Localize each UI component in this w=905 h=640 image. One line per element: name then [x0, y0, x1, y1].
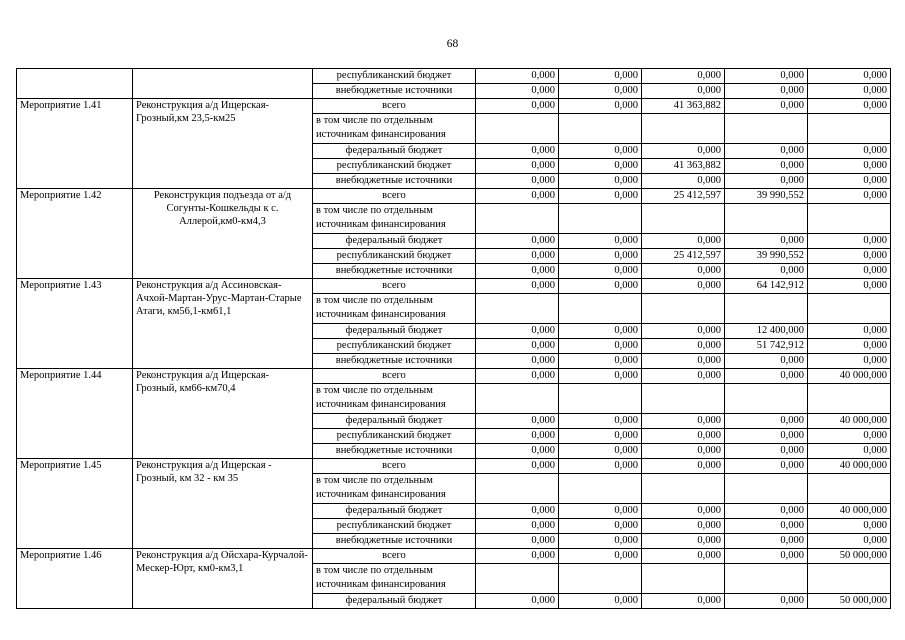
amount-cell — [725, 114, 808, 144]
funding-source-cell: внебюджетные источники — [313, 174, 476, 189]
budget-table — [16, 68, 891, 609]
funding-source-cell: в том числе по отдельным источникам финансирования — [313, 474, 476, 504]
amount-cell: 39 990,552 — [725, 189, 808, 204]
amount-cell: 0,000 — [559, 444, 642, 459]
amount-cell: 0,000 — [808, 174, 891, 189]
amount-cell: 0,000 — [642, 459, 725, 474]
amount-cell: 0,000 — [725, 534, 808, 549]
funding-source-cell: внебюджетные источники — [313, 354, 476, 369]
funding-source-cell: в том числе по отдельным источникам финансирования — [313, 114, 476, 144]
funding-source-cell: республиканский бюджет — [313, 69, 476, 84]
amount-cell: 0,000 — [808, 534, 891, 549]
amount-cell — [476, 384, 559, 414]
amount-cell: 0,000 — [559, 249, 642, 264]
amount-cell: 0,000 — [642, 279, 725, 294]
amount-cell: 0,000 — [476, 174, 559, 189]
amount-cell: 0,000 — [559, 429, 642, 444]
funding-source-cell: всего — [313, 189, 476, 204]
funding-source-cell: внебюджетные источники — [313, 534, 476, 549]
amount-cell: 0,000 — [476, 234, 559, 249]
amount-cell — [476, 564, 559, 594]
amount-cell — [725, 384, 808, 414]
amount-cell: 0,000 — [559, 84, 642, 99]
amount-cell: 0,000 — [642, 84, 725, 99]
amount-cell — [642, 114, 725, 144]
amount-cell: 0,000 — [642, 414, 725, 429]
amount-cell: 0,000 — [642, 354, 725, 369]
amount-cell: 0,000 — [559, 174, 642, 189]
event-cell: Мероприятие 1.43 — [17, 279, 133, 369]
funding-source-cell: республиканский бюджет — [313, 339, 476, 354]
budget-table-body — [17, 69, 891, 609]
amount-cell: 0,000 — [559, 414, 642, 429]
amount-cell — [808, 114, 891, 144]
amount-cell: 0,000 — [559, 369, 642, 384]
amount-cell: 0,000 — [642, 594, 725, 609]
amount-cell: 0,000 — [476, 504, 559, 519]
amount-cell: 0,000 — [642, 264, 725, 279]
amount-cell: 0,000 — [642, 174, 725, 189]
amount-cell: 0,000 — [808, 234, 891, 249]
amount-cell: 12 400,000 — [725, 324, 808, 339]
page-number: 68 — [446, 38, 459, 50]
amount-cell: 0,000 — [725, 519, 808, 534]
amount-cell: 0,000 — [642, 504, 725, 519]
amount-cell: 0,000 — [808, 324, 891, 339]
amount-cell: 0,000 — [725, 549, 808, 564]
amount-cell: 0,000 — [476, 249, 559, 264]
amount-cell: 0,000 — [476, 339, 559, 354]
amount-cell: 0,000 — [725, 504, 808, 519]
amount-cell — [642, 564, 725, 594]
amount-cell: 0,000 — [725, 414, 808, 429]
amount-cell: 0,000 — [476, 354, 559, 369]
amount-cell: 0,000 — [476, 369, 559, 384]
amount-cell — [725, 294, 808, 324]
amount-cell: 0,000 — [642, 429, 725, 444]
amount-cell: 0,000 — [559, 144, 642, 159]
amount-cell — [808, 204, 891, 234]
amount-cell: 0,000 — [559, 549, 642, 564]
amount-cell: 50 000,000 — [808, 549, 891, 564]
funding-source-cell: в том числе по отдельным источникам финансирования — [313, 204, 476, 234]
amount-cell — [559, 474, 642, 504]
amount-cell — [559, 384, 642, 414]
funding-source-cell: республиканский бюджет — [313, 249, 476, 264]
amount-cell: 0,000 — [559, 324, 642, 339]
amount-cell: 0,000 — [808, 99, 891, 114]
amount-cell: 0,000 — [725, 84, 808, 99]
funding-source-cell: республиканский бюджет — [313, 519, 476, 534]
amount-cell: 25 412,597 — [642, 189, 725, 204]
funding-source-cell: в том числе по отдельным источникам финансирования — [313, 294, 476, 324]
amount-cell: 0,000 — [476, 534, 559, 549]
amount-cell: 0,000 — [476, 519, 559, 534]
amount-cell: 0,000 — [808, 144, 891, 159]
funding-source-cell: всего — [313, 99, 476, 114]
amount-cell: 51 742,912 — [725, 339, 808, 354]
amount-cell — [642, 204, 725, 234]
table-row — [17, 369, 891, 384]
amount-cell — [476, 474, 559, 504]
table-row — [17, 459, 891, 474]
amount-cell — [559, 114, 642, 144]
amount-cell: 41 363,882 — [642, 159, 725, 174]
amount-cell — [559, 294, 642, 324]
amount-cell: 0,000 — [559, 279, 642, 294]
amount-cell: 0,000 — [476, 159, 559, 174]
amount-cell: 0,000 — [559, 339, 642, 354]
funding-source-cell: федеральный бюджет — [313, 234, 476, 249]
table-row — [17, 189, 891, 204]
funding-source-cell: федеральный бюджет — [313, 504, 476, 519]
amount-cell — [476, 294, 559, 324]
amount-cell: 0,000 — [559, 459, 642, 474]
amount-cell: 0,000 — [808, 69, 891, 84]
amount-cell: 0,000 — [725, 444, 808, 459]
event-cell: Мероприятие 1.42 — [17, 189, 133, 279]
amount-cell: 0,000 — [559, 189, 642, 204]
amount-cell: 0,000 — [476, 549, 559, 564]
amount-cell: 0,000 — [725, 69, 808, 84]
amount-cell: 0,000 — [725, 174, 808, 189]
amount-cell: 0,000 — [725, 369, 808, 384]
amount-cell: 0,000 — [725, 594, 808, 609]
funding-source-cell: республиканский бюджет — [313, 429, 476, 444]
amount-cell — [808, 474, 891, 504]
funding-source-cell: федеральный бюджет — [313, 414, 476, 429]
amount-cell: 0,000 — [476, 99, 559, 114]
funding-source-cell: внебюджетные источники — [313, 444, 476, 459]
amount-cell: 0,000 — [476, 84, 559, 99]
funding-source-cell: в том числе по отдельным источникам финансирования — [313, 564, 476, 594]
amount-cell: 0,000 — [725, 159, 808, 174]
amount-cell — [725, 204, 808, 234]
funding-source-cell: внебюджетные источники — [313, 264, 476, 279]
amount-cell: 0,000 — [559, 534, 642, 549]
amount-cell: 0,000 — [725, 144, 808, 159]
amount-cell: 0,000 — [642, 339, 725, 354]
amount-cell: 0,000 — [559, 234, 642, 249]
amount-cell: 0,000 — [476, 594, 559, 609]
amount-cell: 0,000 — [808, 354, 891, 369]
amount-cell: 0,000 — [642, 519, 725, 534]
amount-cell: 40 000,000 — [808, 369, 891, 384]
amount-cell: 0,000 — [725, 234, 808, 249]
amount-cell: 0,000 — [476, 444, 559, 459]
table-row — [17, 99, 891, 114]
amount-cell: 0,000 — [725, 429, 808, 444]
amount-cell: 0,000 — [476, 69, 559, 84]
amount-cell: 40 000,000 — [808, 504, 891, 519]
funding-source-cell: всего — [313, 369, 476, 384]
object-name-cell: Реконструкция подъезда от а/д Согунты-Кошкельды к с. Аллерой,км0-км4,3 — [133, 189, 313, 279]
amount-cell — [808, 564, 891, 594]
amount-cell: 0,000 — [476, 429, 559, 444]
amount-cell: 0,000 — [476, 414, 559, 429]
funding-source-cell: всего — [313, 459, 476, 474]
amount-cell — [476, 114, 559, 144]
amount-cell — [642, 294, 725, 324]
amount-cell: 0,000 — [476, 279, 559, 294]
object-name-cell: Реконструкция а/д Ищерская-Грозный, км66-км70,4 — [133, 369, 313, 459]
amount-cell — [808, 294, 891, 324]
amount-cell — [559, 204, 642, 234]
amount-cell: 0,000 — [808, 189, 891, 204]
amount-cell: 40 000,000 — [808, 459, 891, 474]
event-cell: Мероприятие 1.44 — [17, 369, 133, 459]
funding-source-cell: внебюджетные источники — [313, 84, 476, 99]
funding-source-cell: в том числе по отдельным источникам финансирования — [313, 384, 476, 414]
amount-cell — [808, 384, 891, 414]
funding-source-cell: федеральный бюджет — [313, 594, 476, 609]
amount-cell: 0,000 — [808, 159, 891, 174]
event-cell: Мероприятие 1.41 — [17, 99, 133, 189]
amount-cell: 0,000 — [476, 459, 559, 474]
funding-source-cell: федеральный бюджет — [313, 324, 476, 339]
table-row — [17, 279, 891, 294]
amount-cell: 0,000 — [476, 264, 559, 279]
amount-cell: 0,000 — [559, 354, 642, 369]
funding-source-cell: всего — [313, 279, 476, 294]
object-name-cell: Реконструкция а/д Ойсхара-Курчалой-Мескер-Юрт, км0-км3,1 — [133, 549, 313, 609]
amount-cell: 0,000 — [559, 99, 642, 114]
amount-cell — [725, 474, 808, 504]
amount-cell: 40 000,000 — [808, 414, 891, 429]
amount-cell: 0,000 — [725, 264, 808, 279]
amount-cell: 0,000 — [559, 69, 642, 84]
amount-cell: 0,000 — [476, 324, 559, 339]
amount-cell — [642, 474, 725, 504]
amount-cell: 0,000 — [725, 99, 808, 114]
table-row — [17, 69, 891, 84]
amount-cell: 0,000 — [642, 534, 725, 549]
amount-cell: 0,000 — [559, 264, 642, 279]
amount-cell: 0,000 — [808, 264, 891, 279]
amount-cell — [642, 384, 725, 414]
funding-source-cell: всего — [313, 549, 476, 564]
amount-cell: 0,000 — [725, 354, 808, 369]
amount-cell: 0,000 — [642, 69, 725, 84]
amount-cell: 50 000,000 — [808, 594, 891, 609]
amount-cell: 0,000 — [808, 429, 891, 444]
event-cell: Мероприятие 1.46 — [17, 549, 133, 609]
amount-cell: 0,000 — [476, 189, 559, 204]
amount-cell: 0,000 — [559, 159, 642, 174]
amount-cell: 39 990,552 — [725, 249, 808, 264]
amount-cell: 0,000 — [476, 144, 559, 159]
amount-cell: 0,000 — [725, 459, 808, 474]
amount-cell: 0,000 — [642, 444, 725, 459]
amount-cell: 0,000 — [808, 444, 891, 459]
amount-cell: 0,000 — [642, 144, 725, 159]
amount-cell — [725, 564, 808, 594]
amount-cell: 0,000 — [559, 504, 642, 519]
amount-cell — [559, 564, 642, 594]
table-row — [17, 549, 891, 564]
object-name-cell: Реконструкция а/д Ассиновская-Ачхой-Мартан-Урус-Мартан-Старые Атаги, км56,1-км61,1 — [133, 279, 313, 369]
amount-cell — [476, 204, 559, 234]
object-name-cell: Реконструкция а/д Ищерская - Грозный, км 32 - км 35 — [133, 459, 313, 549]
amount-cell: 0,000 — [642, 549, 725, 564]
object-name-cell — [133, 69, 313, 99]
object-name-cell: Реконструкция а/д Ищерская-Грозный,км 23,5-км25 — [133, 99, 313, 189]
event-cell — [17, 69, 133, 99]
amount-cell: 41 363,882 — [642, 99, 725, 114]
amount-cell: 0,000 — [642, 369, 725, 384]
amount-cell: 25 412,597 — [642, 249, 725, 264]
amount-cell: 0,000 — [559, 519, 642, 534]
amount-cell: 0,000 — [808, 249, 891, 264]
amount-cell: 0,000 — [808, 519, 891, 534]
funding-source-cell: республиканский бюджет — [313, 159, 476, 174]
amount-cell: 0,000 — [808, 339, 891, 354]
amount-cell: 64 142,912 — [725, 279, 808, 294]
funding-source-cell: федеральный бюджет — [313, 144, 476, 159]
amount-cell: 0,000 — [642, 324, 725, 339]
amount-cell: 0,000 — [642, 234, 725, 249]
amount-cell: 0,000 — [559, 594, 642, 609]
amount-cell: 0,000 — [808, 279, 891, 294]
event-cell: Мероприятие 1.45 — [17, 459, 133, 549]
amount-cell: 0,000 — [808, 84, 891, 99]
